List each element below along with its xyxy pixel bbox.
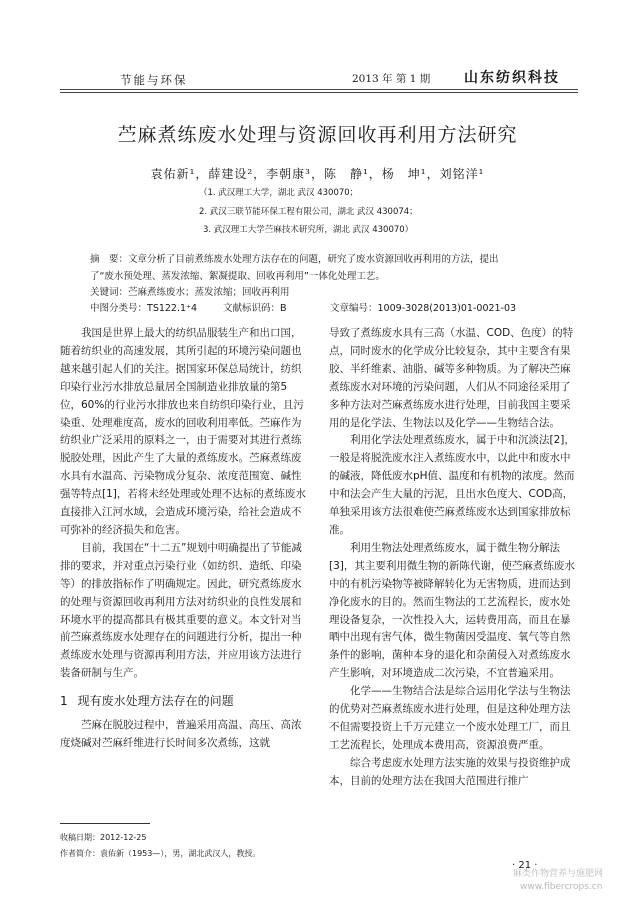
abstract-line-1	[90, 251, 499, 265]
header-rule	[60, 89, 578, 90]
author-intro: 作者简介：袁佑新（1953—），男，湖北武汉人，教授。	[60, 849, 261, 858]
issue-label: 2013 年 第 1 期	[352, 73, 431, 85]
abstract-label: 摘 要：	[90, 254, 129, 265]
abstract-text-1: 文章分析了目前煮练废水处理方法存在的问题，研究了废水资源回收再利用的方法，提出	[128, 254, 499, 265]
section-title: 现有废水处理方法存在的问题	[77, 694, 234, 709]
articleno-field	[330, 300, 516, 314]
clc-value: TS122.1⁺4	[147, 303, 198, 314]
paragraph-intro-2: 目前，我国在“十二五”规划中明确提出了节能减排的要求，并对重点污染行业（如纺织、造纸、印染等）的排放指标作了明确规定。因此，研究煮练废水的处理与资源回收再利用方法对纺织业的良性发展和环境水平的提高都具有极其重要的意义。本文针对当前苎麻煮练废水处理存在的问题进行分析，提出一种煮练废水处理与资源再利用方法，并应用该方法进行装备研制与生产。	[60, 541, 302, 680]
articleno-label: 文章编号：	[330, 303, 378, 314]
affiliation-1: （1. 武汉理工大学，湖北 武汉 430070；	[199, 188, 359, 198]
doccode-label: 文献标识码：	[223, 303, 281, 314]
doccode-field	[223, 300, 287, 314]
section-number: 1	[60, 694, 68, 709]
paragraph-combined-method: 化学——生物结合法是综合运用化学法与生物法的优势对苎麻煮练废水进行处理，但是这种处理方法不但需要投资上千万元建立一个废水处理工厂，而且工艺流程长，处理成本费用高，资源浪费严重。	[329, 685, 571, 751]
paragraph-biological-method: 利用生物法处理煮练废水，属于微生物分解法[3]，其主要利用微生物的新陈代谢，使苎麻煮练废水中的有机污染物等被降解转化为无害物质，进而达到净化废水的目的。然而生物法的工艺流程长，废水处理设备复杂，一次性投入大，运转费用高，而且在暴晒中出现有害气体，微生物菌因受温度、氧气等自然条件的影响，菌种本身的退化和杂菌侵入对煮练废水产生影响，对环境造成二次污染，不宜普遍采用。	[329, 541, 575, 680]
paragraph-chemical-method: 利用化学法处理煮练废水，属于中和沉淡法[2]，一般是将脱洗废水注入煮练废水中，以此中和废水中的碱液，降低废水pH值、温度和有机物的浓度。然而中和法会产生大量的污泥，且出水色度大、COD高，单独采用该方法很难使苎麻煮练废水达到国家排放标准。	[329, 434, 575, 536]
received-date: 收稿日期：2012-12-25	[60, 833, 147, 842]
affiliation-2: 2. 武汉三联节能环保工程有限公司，湖北 武汉 430074；	[199, 207, 418, 217]
paragraph-continued: 导致了煮练废水具有三高（水温、COD、色度）的特点，同时废水的化学成分比较复杂，其中主要含有果胶、半纤维素、油脂、碱等多种物质。为了解决苎麻煮练废水对环境的污染问题，人们从不同途径采用了多种方法对苎麻煮练废水进行处理，目前我国主要采用的是化学法、生物法以及化学——生物结合法。	[329, 327, 574, 429]
left-column	[60, 325, 306, 753]
keywords-text: 苎麻煮练废水；蒸发浓缩；回收再利用	[128, 287, 290, 298]
abstract-text-2: 了“废水预处理、蒸发浓缩、絮凝提取、回收再利用”一体化处理工艺。	[90, 271, 385, 282]
page-number: · 21 ·	[512, 860, 538, 871]
paragraph-intro-1: 我国是世界上最大的纺织品服装生产和出口国，随着纺织业的高速发展，其所引起的环境污染问题也越来越引起人们的关注。据国家环保总局统计，纺织印染行业污水排放总量居全国制造业排放量的第5位，60%的行业污水排放也来自纺织印染行业，且污染重、处理难度高，废水的回收利用率低。苎麻作为纺织业广泛采用的原料之一，由于需要对其进行煮练脱胶处理，因此产生了大量的煮练废水。苎麻煮练废水具有水温高、污染物成分复杂、浓度范围宽、碱性强等特点[1]，若将未经处理或处理不达标的煮练废水直接排入江河水域，会造成环境污染，给社会造成不可弥补的经济损失和危害。	[60, 327, 306, 536]
watermark-url: www.fibercrops.cn	[520, 882, 603, 892]
watermark-text: 麻类作物营养与施肥网	[513, 869, 604, 879]
clc-field	[90, 300, 197, 314]
right-column	[329, 325, 575, 791]
clc-label: 中图分类号：	[90, 303, 148, 314]
article-title: 苎麻煮练废水处理与资源回收再利用方法研究	[117, 124, 518, 146]
keywords-line	[90, 284, 290, 298]
section-heading-1	[60, 693, 306, 711]
affiliation-3: 3. 武汉理工大学苎麻技术研究所，湖北 武汉 430070）	[203, 225, 414, 235]
section-label: 节能与环保	[120, 73, 188, 87]
footnote-rule	[60, 823, 150, 824]
journal-name: 山东纺织科技	[464, 70, 560, 86]
doccode-value: B	[280, 303, 287, 314]
keywords-label: 关键词：	[90, 287, 129, 298]
paragraph-sec1-1: 苎麻在脱胶过程中，普遍采用高温、高压、高浓度烧碱对苎麻纤维进行长时间多次煮练，这就	[60, 719, 302, 749]
header-rule-2	[60, 92, 578, 93]
author-list: 袁佑新¹，薛建设²，李朝康³，陈 静¹，杨 坤¹，刘铭洋¹	[150, 167, 485, 181]
articleno-value: 1009-3028(2013)01-0021-03	[377, 303, 517, 314]
paragraph-summary: 综合考虑废水处理方法实施的效果与投资维护成本，目前的处理方法在我国大范围进行推广	[329, 756, 571, 787]
